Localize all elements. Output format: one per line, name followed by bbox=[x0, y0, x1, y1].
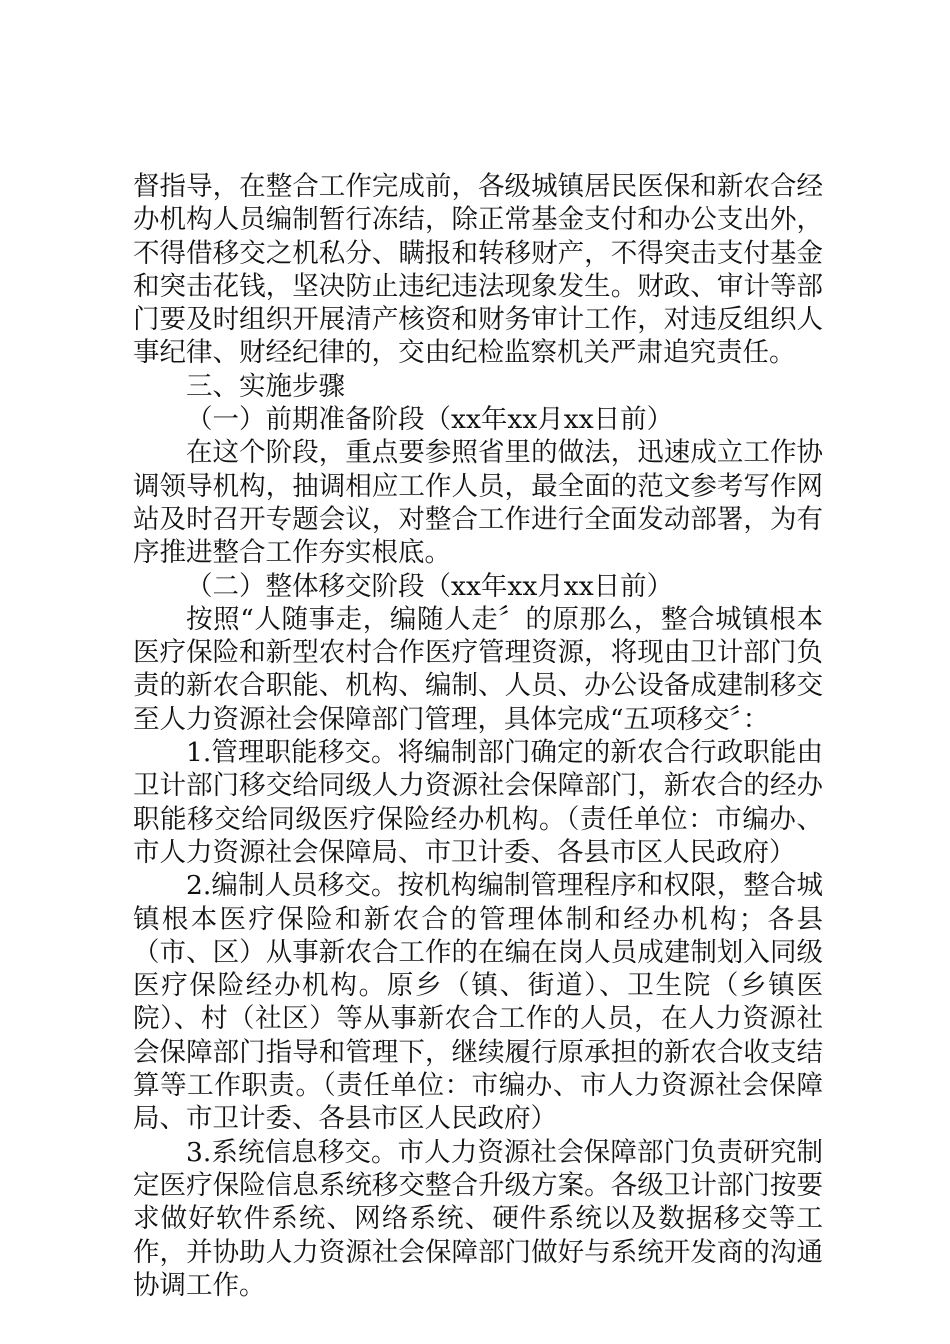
paragraph-staff-transfer: 2.编制人员移交。按机构编制管理程序和权限，整合城镇根本医疗保险和新农合的管理体制和经办机构；各县（市、区）从事新农合工作的在编在岗人员成建制划入同级医疗保险经办机构。原乡（镇、街道）、卫生院（乡镇医院）、村（社区）等从事新农合工作的人员，在人力资源社会保障部门指导和管理下，继续履行原承担的新农合收支结算等工作职责。（责任单位：市编办、市人力资源社会保障局、市卫计委、各县市区人民政府） bbox=[133, 870, 823, 1135]
subheading-preparation-stage: （一）前期准备阶段（xx年xx月xx日前） bbox=[186, 404, 674, 436]
document-body bbox=[133, 170, 823, 1302]
paragraph-oversight-continuation: 督指导，在整合工作完成前，各级城镇居民医保和新农合经办机构人员编制暂行冻结，除正常基金支付和办公支出外，不得借移交之机私分、瞒报和转移财产，不得突击支付基金和突击花钱，坚决防止违纪违法现象发生。财政、审计等部门要及时组织开展清产核资和财务审计工作，对违反组织人事纪律、财经纪律的，交由纪检监察机关严肃追究责任。 bbox=[133, 171, 823, 369]
paragraph-function-transfer: 1.管理职能移交。将编制部门确定的新农合行政职能由卫计部门移交给同级人力资源社会保障部门，新农合的经办职能移交给同级医疗保险经办机构。（责任单位：市编办、市人力资源社会保障局、市卫计委、各县市区人民政府） bbox=[133, 737, 823, 868]
paragraph-preparation-stage: 在这个阶段，重点要参照省里的做法，迅速成立工作协调领导机构，抽调相应工作人员，最全面的范文参考写作网站及时召开专题会议，对整合工作进行全面发动部署，为有序推进整合工作夯实根底。 bbox=[133, 437, 823, 569]
subheading-transfer-stage: （二）整体移交阶段（xx年xx月xx日前） bbox=[186, 570, 674, 602]
paragraph-transfer-stage: 按照“人随事走，编随人走〞的原那么，整合城镇根本医疗保险和新型农村合作医疗管理资源，将现由卫计部门负责的新农合职能、机构、编制、人员、办公设备成建制移交至人力资源社会保障部门管理，具体完成“五项移交〞： bbox=[133, 603, 823, 735]
paragraph-system-transfer: 3.系统信息移交。市人力资源社会保障部门负责研究制定医疗保险信息系统移交整合升级方案。各级卫计部门按要求做好软件系统、网络系统、硬件系统以及数据移交等工作，并协助人力资源社会保障部门做好与系统开发商的沟通协调工作。 bbox=[133, 1136, 823, 1301]
heading-implementation-steps: 三、实施步骤 bbox=[186, 370, 345, 402]
